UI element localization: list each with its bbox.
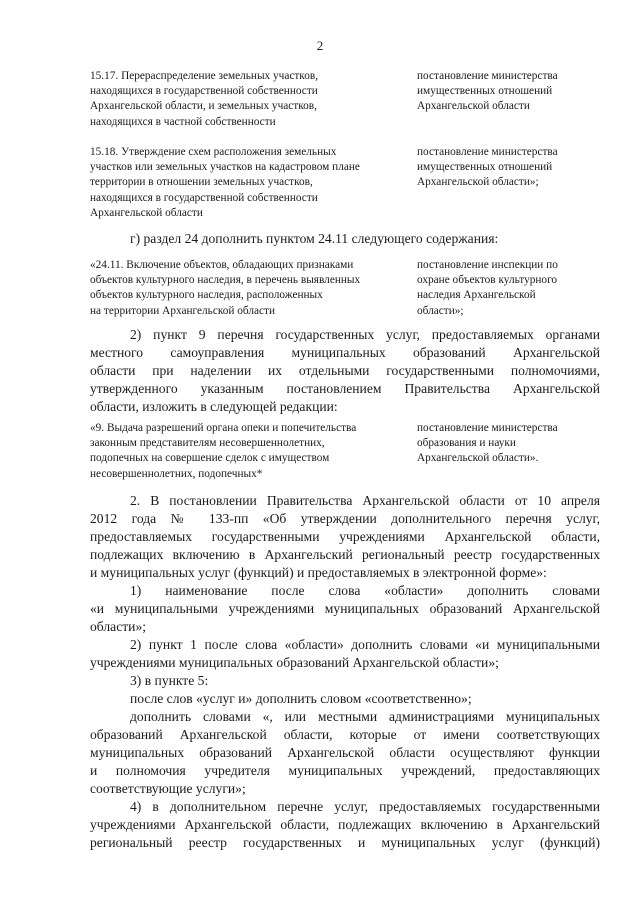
text-line: предоставляемых государственными учреждениями Архангельской области, — [90, 529, 600, 544]
paragraph-g — [90, 230, 600, 248]
text-line: 3) в пункте 5: — [130, 673, 209, 688]
text-line: 2012 года № 133-пп «Об утверждении дополнительного перечня услуг, — [90, 511, 600, 526]
item-4 — [90, 798, 600, 852]
text-line: имущественных отношений — [417, 85, 553, 98]
text-line: области»; — [90, 619, 147, 634]
text-line: учреждениями Архангельской области, подлежащих включению в Архангельский — [90, 817, 600, 832]
text-line: образований Архангельской области, которые от имени соответствующих — [90, 727, 600, 742]
text-line: объектов культурного наследия, в перечень выявленных — [90, 274, 361, 287]
text-line: области»; — [417, 304, 464, 317]
text-line: 2) пункт 9 перечня государственных услуг, предоставляемых органами — [130, 327, 600, 342]
text-line: 15.17. Перераспределение земельных участков, — [90, 70, 319, 82]
text-line: и муниципальных услуг (функций) и предоставляемых в электронной форме»: — [90, 565, 547, 580]
text-line: «9. Выдача разрешений органа опеки и попечительства — [90, 422, 357, 434]
service-name-cell — [90, 421, 405, 482]
text-line: местного самоуправления муниципальных образований Архангельской — [90, 345, 600, 360]
section-2-intro — [90, 492, 600, 582]
text-line: постановление министерства — [417, 422, 558, 434]
text-line: «и муниципальными учреждениями муниципальных образований Архангельской — [90, 601, 600, 616]
text-line: на территории Архангельской области — [90, 304, 276, 317]
text-line: области при наделении их отдельными государственными полномочиями, — [90, 363, 600, 378]
text-line: несовершеннолетних, подопечных* — [90, 467, 263, 480]
text-line: «24.11. Включение объектов, обладающих признаками — [90, 259, 354, 271]
text-line: постановление министерства — [417, 70, 558, 82]
text-line: учреждениями муниципальных образований Архангельской области»; — [90, 655, 499, 670]
service-name-cell — [90, 69, 405, 130]
item-2 — [90, 636, 600, 672]
legal-act-cell — [417, 258, 612, 319]
text-line: подопечных на совершение сделок с имуществом — [90, 452, 330, 465]
text-line: муниципальных образований Архангельской области осуществляют функции — [90, 745, 600, 760]
text-line: находящихся в государственной собственности — [90, 85, 318, 98]
page-number: 2 — [316, 38, 324, 53]
text-line: постановление министерства — [417, 146, 558, 158]
text-line: Архангельской области — [90, 206, 203, 219]
text-line: наследия Архангельской — [417, 289, 536, 302]
legal-act-cell — [417, 69, 612, 115]
text-line: Архангельской области». — [417, 452, 539, 465]
text-line: 15.18. Утверждение схем расположения земельных — [90, 146, 337, 158]
text-line: находящихся в частной собственности — [90, 115, 276, 128]
text-line: охране объектов культурного — [417, 274, 558, 287]
legal-act-cell — [417, 421, 612, 467]
service-name-cell — [90, 145, 405, 221]
text-line: 1) наименование после слова «области» дополнить словами — [130, 583, 600, 598]
item-1 — [90, 582, 600, 636]
text-line: 4) в дополнительном перечне услуг, предоставляемых государственными — [130, 799, 600, 814]
text-line: соответствующие услуги»; — [90, 781, 246, 796]
text-line: дополнить словами «, или местными администрациями муниципальных — [130, 709, 600, 724]
text-line: территории в отношении земельных участков, — [90, 176, 313, 189]
text-line: объектов культурного наследия, расположенных — [90, 289, 323, 302]
legal-act-cell — [417, 145, 612, 191]
service-name-cell — [90, 258, 405, 319]
text-line: имущественных отношений — [417, 161, 553, 174]
text-line: г) раздел 24 дополнить пунктом 24.11 следующего содержания: — [130, 231, 499, 246]
paragraph-2 — [90, 326, 600, 416]
text-line: 2) пункт 1 после слова «области» дополнить словами «и муниципальными — [130, 637, 600, 652]
text-line: области, изложить в следующей редакции: — [90, 399, 338, 414]
text-line: находящихся в государственной собственности — [90, 191, 318, 204]
text-line: и полномочия учредителя муниципальных учреждений, предоставляющих — [90, 763, 600, 778]
text-line: Архангельской области, и земельных участков, — [90, 100, 317, 113]
text-line: утвержденного указанным постановлением Правительства Архангельской — [90, 381, 600, 396]
text-line: Архангельской области»; — [417, 176, 539, 189]
text-line: Архангельской области — [417, 100, 530, 113]
text-line: законным представителям несовершеннолетних, — [90, 437, 325, 450]
text-line: подлежащих включению в Архангельский региональный реестр государственных — [90, 547, 600, 562]
text-line: участков или земельных участков на кадастровом плане — [90, 161, 360, 174]
text-line: после слов «услуг и» дополнить словом «соответственно»; — [130, 691, 472, 706]
text-line: региональный реестр государственных и муниципальных услуг (функций) — [90, 835, 600, 850]
text-line: постановление инспекции по — [417, 259, 558, 271]
text-line: образования и науки — [417, 437, 516, 450]
item-3 — [90, 672, 600, 798]
text-line: 2. В постановлении Правительства Архангельской области от 10 апреля — [130, 493, 600, 508]
